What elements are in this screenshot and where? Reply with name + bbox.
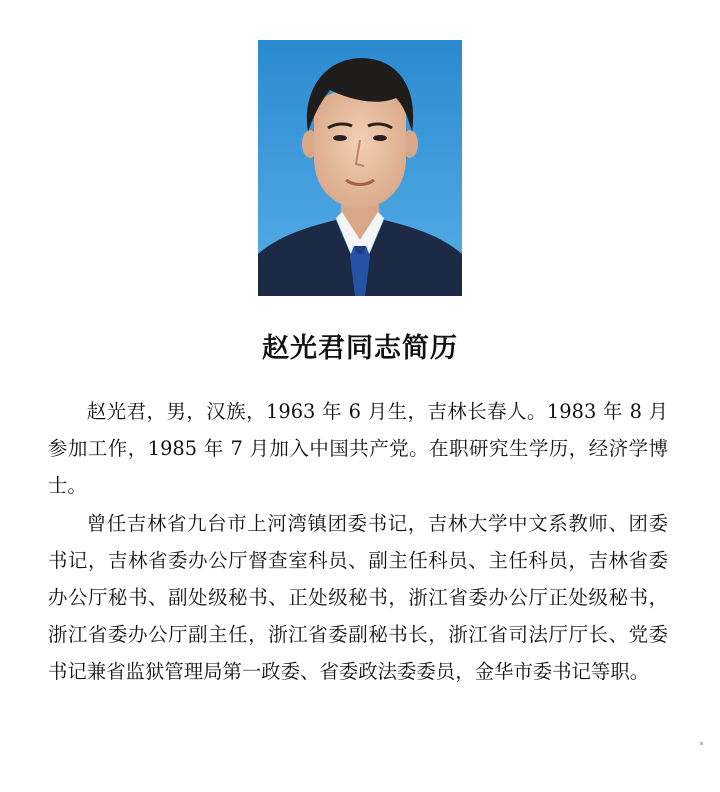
- paragraph-personal-info: 赵光君，男，汉族，1963 年 6 月生，吉林长春人。1983 年 8 月参加工作，1985 年 7 月加入中国共产党。在职研究生学历，经济学博士。: [48, 400, 668, 498]
- portrait-illustration: [258, 40, 462, 296]
- page-title: 赵光君同志简历: [262, 333, 458, 364]
- biography-text: [48, 393, 668, 691]
- scan-speck: [700, 742, 703, 745]
- paragraph-career-history: 曾任吉林省九台市上河湾镇团委书记，吉林大学中文系教师、团委书记，吉林省委办公厅督查室科员、副主任科员、主任科员，吉林省委办公厅秘书、副处级秘书、正处级秘书，浙江省委办公厅正处级秘书，浙江省委办公厅副主任，浙江省委副秘书长，浙江省司法厅厅长、党委书记兼省监狱管理局第一政委、省委政法委委员，金华市委书记等职。: [48, 511, 668, 684]
- portrait-photo: [258, 40, 462, 296]
